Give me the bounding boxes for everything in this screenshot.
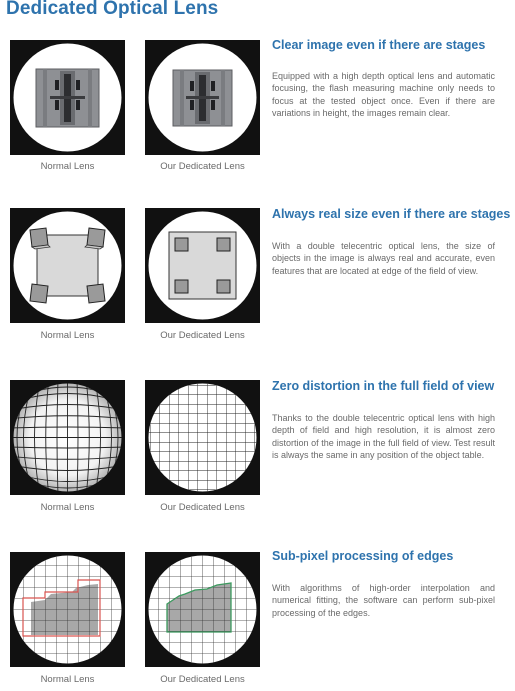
section-title-zero-distortion: Zero distortion in the full field of view — [272, 379, 495, 393]
section-title-real-size: Always real size even if there are stages — [272, 207, 511, 221]
dedicated-lens-edge-image — [145, 552, 260, 667]
dedicated-lens-caption: Our Dedicated Lens — [160, 502, 245, 513]
normal-lens-edge-image — [10, 552, 125, 667]
dedicated-lens-caption: Our Dedicated Lens — [160, 161, 245, 172]
normal-lens-caption: Normal Lens — [40, 674, 95, 685]
dedicated-lens-caption: Our Dedicated Lens — [160, 674, 245, 685]
section-title-sub-pixel: Sub-pixel processing of edges — [272, 549, 454, 563]
dedicated-lens-caption: Our Dedicated Lens — [160, 330, 245, 341]
normal-lens-caption: Normal Lens — [40, 330, 95, 341]
normal-lens-distortion-image — [10, 380, 125, 495]
dedicated-lens-distortion-image — [145, 380, 260, 495]
normal-lens-caption: Normal Lens — [40, 161, 95, 172]
section-body-clear-image: Equipped with a high depth optical lens and automatic focusing, the flash measuring machine only needs to focus at the tested object once. Even if there are variations in height, the images remain clear. — [272, 71, 495, 118]
page-title: Dedicated Optical Lens — [6, 0, 219, 19]
normal-lens-caption: Normal Lens — [40, 502, 95, 513]
section-body-zero-distortion: Thanks to the double telecentric optical lens with high depth of field and high resolution, it is almost zero distortion of the image in the full field of view. Test result is always the same in any position of the object table. — [272, 413, 495, 460]
dedicated-lens-size-image — [145, 208, 260, 323]
section-body-real-size: With a double telecentric optical lens, the size of objects in the image is always real and accurate, even features that are located at edge of the field of view. — [272, 241, 495, 276]
section-body-sub-pixel: With algorithms of high-order interpolation and numerical fitting, the software can perform sub-pixel processing of the edges. — [272, 583, 495, 618]
dedicated-lens-stage-image — [145, 40, 260, 155]
normal-lens-stage-image — [10, 40, 125, 155]
section-title-clear-image: Clear image even if there are stages — [272, 38, 486, 52]
normal-lens-size-image — [10, 208, 125, 323]
